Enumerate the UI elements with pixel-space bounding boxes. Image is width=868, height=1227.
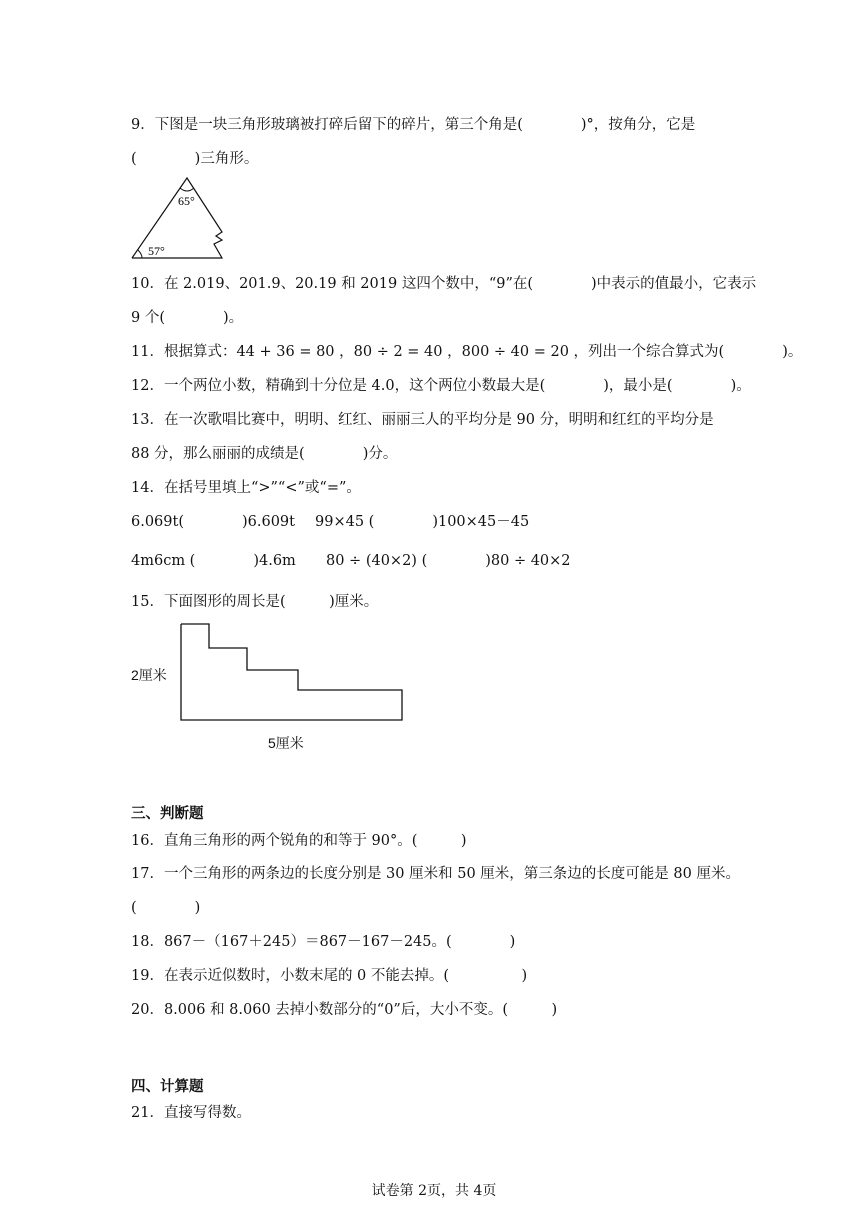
question-9-line-2: ( )三角形。 [131,151,259,167]
question-13-line-2: 88 分，那么丽丽的成绩是( )分。 [131,446,398,462]
broken-triangle-figure [128,172,228,264]
bottom-angle-label: 57° [148,244,165,258]
bottom-angle-arc [138,250,142,258]
question-19: 19．在表示近似数时，小数末尾的 0 不能去掉。( ) [131,968,528,984]
question-11: 11．根据算式：44 + 36 = 80 ，80 ÷ 2 = 40 ，800 ÷ 40 = 20 ，列出一个综合算式为( )。 [131,344,803,360]
question-17-line-2: ( ) [131,900,201,916]
question-13-line-1: 13．在一次歌唱比赛中，明明、红红、丽丽三人的平均分是 90 分，明明和红红的平均分是 [131,412,714,428]
comparison-2: 99×45 ( )100×45－45 [315,514,530,530]
question-20: 20．8.006 和 8.060 去掉小数部分的“0”后，大小不变。( ) [131,1002,558,1018]
question-9-line-1: 9．下图是一块三角形玻璃被打碎后留下的碎片，第三个角是( )°，按角分，它是 [131,117,696,133]
section-4-title: 四、计算题 [131,1078,204,1095]
question-10-line-2: 9 个( )。 [131,310,244,326]
bottom-side-label: 5厘米 [268,735,304,751]
top-angle-label: 65° [178,194,195,208]
section-3-title: 三、判断题 [131,805,204,822]
triangle-outline [132,178,222,258]
staircase-outline [181,624,402,720]
staircase-figure [178,620,406,724]
question-17-line-1: 17．一个三角形的两条边的长度分别是 30 厘米和 50 厘米，第三条边的长度可能是 80 厘米。 [131,866,740,882]
comparison-4: 80 ÷ (40×2) ( )80 ÷ 40×2 [326,553,571,569]
question-21: 21．直接写得数。 [131,1105,251,1121]
top-angle-arc [180,188,194,191]
question-12: 12．一个两位小数，精确到十分位是 4.0，这个两位小数最大是( )，最小是( )。 [131,378,751,394]
question-10-line-1: 10．在 2.019、201.9、20.19 和 2019 这四个数中，“9”在( )中表示的值最小，它表示 [131,276,757,292]
page-footer: 试卷第 2页，共 4页 [371,1183,497,1199]
question-15: 15．下面图形的周长是( )厘米。 [131,594,379,610]
comparison-3: 4m6cm ( )4.6m [131,553,296,569]
question-18: 18．867－（167＋245）＝867－167－245。( ) [131,934,516,950]
question-16: 16．直角三角形的两个锐角的和等于 90°。( ) [131,833,467,849]
question-14-prompt: 14．在括号里填上“>”“<”或“=”。 [131,480,361,496]
left-side-label: 2厘米 [131,667,167,683]
comparison-1: 6.069t( )6.609t [131,514,295,530]
